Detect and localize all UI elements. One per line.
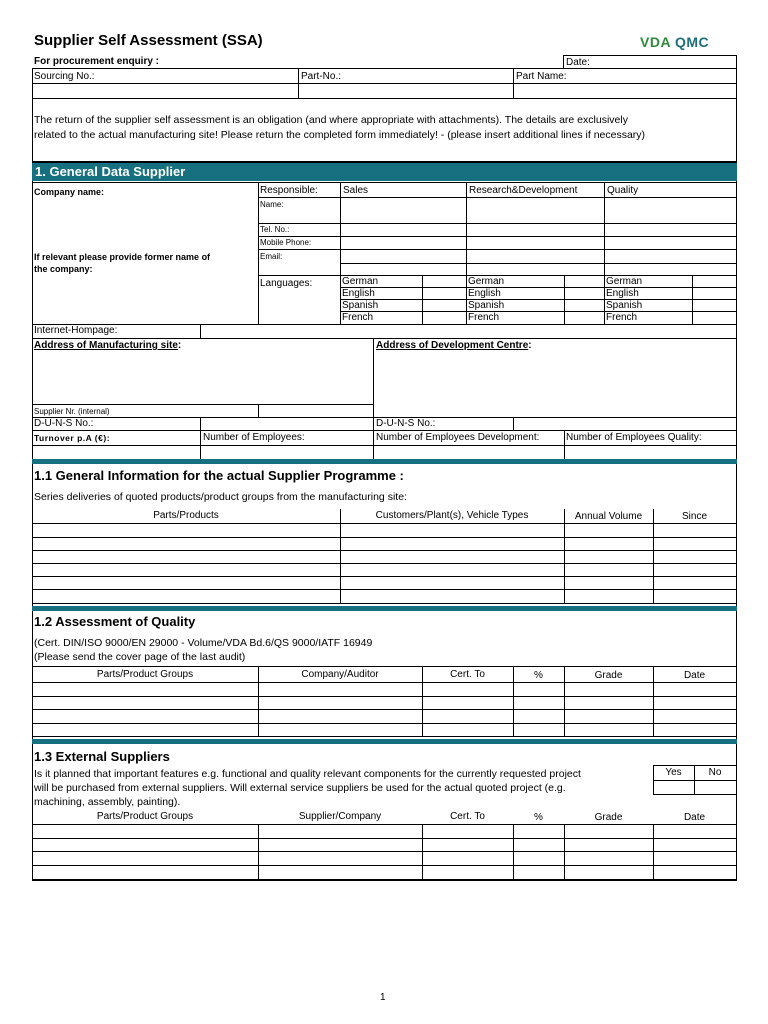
- section-1-1-title: 1.1 General Information for the actual Supplier Programme :: [34, 468, 404, 483]
- part-name-field[interactable]: Part Name:: [516, 71, 567, 82]
- rnd-lang-spanish: Spanish: [468, 300, 505, 311]
- e-col-supplier: Supplier/Company: [298, 811, 382, 822]
- tel-label: Tel. No.:: [260, 225, 290, 234]
- quality-header: Quality: [607, 185, 639, 196]
- duns-dev-label: D-U-N-S No.:: [376, 418, 436, 429]
- page-number: 1: [380, 992, 386, 1003]
- e-col-date: Date: [683, 812, 706, 823]
- e-col-grade: Grade: [594, 812, 623, 823]
- col-customers: Customers/Plant(s), Vehicle Types: [375, 510, 529, 521]
- sales-header: Sales: [343, 185, 369, 196]
- section-1-3-line-1: Is it planned that important features e.g. functional and quality relevant components for the currently requested project: [34, 768, 581, 780]
- sales-lang-spanish: Spanish: [342, 300, 379, 311]
- section-1-1-subtitle: Series deliveries of quoted products/product groups from the manufacturing site:: [34, 491, 407, 503]
- internet-label: Internet-Hompage:: [34, 325, 118, 336]
- intro-line-2: related to the actual manufacturing site! Please return the completed form immediately! - (please insert additional lines if necessary): [34, 129, 646, 141]
- duns-label: D-U-N-S No.:: [34, 418, 94, 429]
- rnd-lang-german: German: [468, 276, 505, 287]
- section-1-2-line-1: (Cert. DIN/ISO 9000/EN 29000 - Volume/VDA Bd.6/QS 9000/IATF 16949: [34, 637, 373, 649]
- turnover-label: Turnover p.A (€):: [34, 433, 111, 443]
- quality-lang-french: French: [606, 312, 638, 323]
- quality-lang-spanish: Spanish: [606, 300, 643, 311]
- part-no-field[interactable]: Part-No.:: [301, 71, 342, 82]
- former-name-line-2: the company:: [34, 264, 93, 274]
- date-field[interactable]: Date:: [566, 57, 590, 68]
- rnd-lang-french: French: [468, 312, 500, 323]
- e-col-groups: Parts/Product Groups: [96, 811, 194, 822]
- quality-lang-german: German: [606, 276, 643, 287]
- q-col-date: Date: [683, 670, 706, 681]
- vda-logo: VDA QMC: [640, 34, 710, 50]
- former-name-line-1: If relevant please provide former name of: [34, 252, 211, 262]
- col-parts-products: Parts/Products: [153, 510, 219, 521]
- email-label: Email:: [260, 252, 283, 261]
- q-col-cert: Cert. To: [450, 669, 485, 680]
- sales-lang-french: French: [342, 312, 374, 323]
- yes-checkbox-label[interactable]: Yes: [665, 767, 682, 778]
- addr-mfg-label: Address of Manufacturing site:: [34, 340, 182, 351]
- q-col-grade: Grade: [594, 670, 623, 681]
- addr-dev-label: Address of Development Centre:: [376, 340, 532, 351]
- q-col-auditor: Company/Auditor: [301, 669, 379, 680]
- section-1-title: 1. General Data Supplier: [35, 164, 186, 179]
- procurement-label: For procurement enquiry :: [34, 56, 160, 67]
- rnd-lang-english: English: [468, 288, 501, 299]
- rnd-header: Research&Development: [469, 185, 578, 196]
- col-since: Since: [681, 511, 707, 522]
- name-label: Name:: [260, 200, 284, 209]
- employees-quality-label: Number of Employees Quality:: [566, 432, 702, 443]
- section-1-3-title: 1.3 External Suppliers: [34, 749, 170, 764]
- q-col-groups: Parts/Product Groups: [96, 669, 194, 680]
- section-1-3-line-2: will be purchased from external suppliers. Will external service suppliers be used for the actual quoted project (e.g.: [34, 782, 566, 794]
- q-col-percent: %: [534, 670, 543, 681]
- section-1-3-line-3: machining, assembly, painting).: [34, 796, 181, 808]
- sales-lang-english: English: [342, 288, 375, 299]
- quality-lang-english: English: [606, 288, 639, 299]
- intro-line-1: The return of the supplier self assessment is an obligation (and where appropriate with attachments). The details are exclusively: [34, 114, 628, 126]
- section-1-2-title: 1.2 Assessment of Quality: [34, 614, 196, 629]
- sales-lang-german: German: [342, 276, 379, 287]
- e-col-percent: %: [534, 812, 543, 823]
- form-title: Supplier Self Assessment (SSA): [34, 32, 263, 49]
- company-name-label: Company name:: [34, 187, 105, 197]
- supplier-nr-label: Supplier Nr. (internal): [34, 407, 110, 416]
- sourcing-field[interactable]: Sourcing No.:: [34, 71, 95, 82]
- employees-dev-label: Number of Employees Development:: [376, 432, 540, 443]
- section-1-2-line-2: (Please send the cover page of the last audit): [34, 651, 246, 663]
- mobile-label: Mobile Phone:: [260, 238, 312, 247]
- responsible-label: Responsible:: [260, 185, 318, 196]
- no-checkbox-label[interactable]: No: [708, 767, 722, 778]
- e-col-cert: Cert. To: [450, 811, 485, 822]
- col-annual-volume: Annual Volume: [574, 511, 643, 522]
- languages-label: Languages:: [260, 278, 313, 289]
- employees-label: Number of Employees:: [203, 432, 305, 443]
